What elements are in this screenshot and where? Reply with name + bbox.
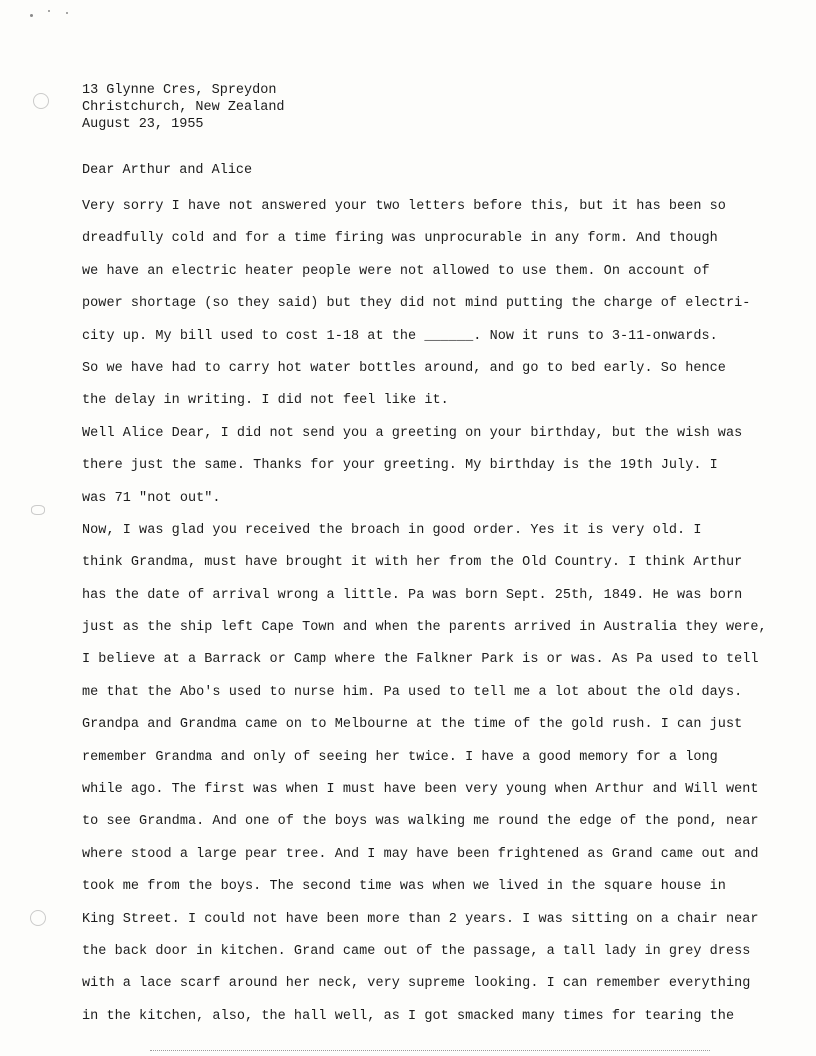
body-line: while ago. The first was when I must have been very young when Arthur and Will went	[82, 782, 759, 798]
body-line: me that the Abo's used to nurse him. Pa used to tell me a lot about the old days.	[82, 684, 743, 700]
body-line: I believe at a Barrack or Camp where the Falkner Park is or was. As Pa used to tell	[82, 652, 759, 668]
letter-body	[82, 197, 772, 1039]
body-line: with a lace scarf around her neck, very supreme looking. I can remember everything	[82, 976, 751, 992]
body-line: King Street. I could not have been more than 2 years. I was sitting on a chair near	[82, 911, 759, 927]
body-line: Well Alice Dear, I did not send you a greeting on your birthday, but the wish was	[82, 425, 743, 441]
speck	[30, 14, 33, 17]
scan-edge-line	[150, 1050, 710, 1052]
body-line: dreadfully cold and for a time firing was unprocurable in any form. And though	[82, 231, 718, 247]
body-line: was 71 "not out".	[82, 490, 221, 506]
address-city: Christchurch, New Zealand	[82, 100, 285, 115]
body-line: So we have had to carry hot water bottles around, and go to bed early. So hence	[82, 360, 726, 376]
address-street: 13 Glynne Cres, Spreydon	[82, 83, 277, 98]
body-line: we have an electric heater people were not allowed to use them. On account of	[82, 263, 710, 279]
letter-date: August 23, 1955	[82, 117, 204, 132]
body-line: has the date of arrival wrong a little. Pa was born Sept. 25th, 1849. He was born	[82, 587, 743, 603]
body-line: took me from the boys. The second time was when we lived in the square house in	[82, 879, 726, 895]
body-line: just as the ship left Cape Town and when the parents arrived in Australia they were,	[82, 620, 767, 636]
speck	[66, 12, 68, 14]
body-line: the back door in kitchen. Grand came out of the passage, a tall lady in grey dress	[82, 943, 751, 959]
body-line: Grandpa and Grandma came on to Melbourne at the time of the gold rush. I can just	[82, 717, 743, 733]
punch-hole-bottom	[30, 910, 46, 926]
body-line: city up. My bill used to cost 1-18 at the ______. Now it runs to 3-11-onwards.	[82, 328, 718, 344]
body-line: to see Grandma. And one of the boys was walking me round the edge of the pond, near	[82, 814, 759, 830]
body-line: power shortage (so they said) but they did not mind putting the charge of electri-	[82, 296, 751, 312]
body-line: remember Grandma and only of seeing her twice. I have a good memory for a long	[82, 749, 718, 765]
speck	[48, 10, 50, 12]
body-line: the delay in writing. I did not feel like it.	[82, 393, 449, 409]
body-line: there just the same. Thanks for your greeting. My birthday is the 19th July. I	[82, 458, 718, 474]
body-line: Now, I was glad you received the broach in good order. Yes it is very old. I	[82, 522, 702, 538]
salutation: Dear Arthur and Alice	[82, 163, 253, 178]
body-line: Very sorry I have not answered your two letters before this, but it has been so	[82, 199, 726, 214]
body-line: where stood a large pear tree. And I may have been frightened as Grand came out and	[82, 846, 759, 862]
body-line: in the kitchen, also, the hall well, as I got smacked many times for tearing the	[82, 1008, 735, 1024]
punch-hole-top	[33, 93, 49, 109]
punch-hole-middle	[31, 505, 45, 515]
sender-address	[82, 82, 285, 133]
body-line: think Grandma, must have brought it with her from the Old Country. I think Arthur	[82, 555, 743, 571]
